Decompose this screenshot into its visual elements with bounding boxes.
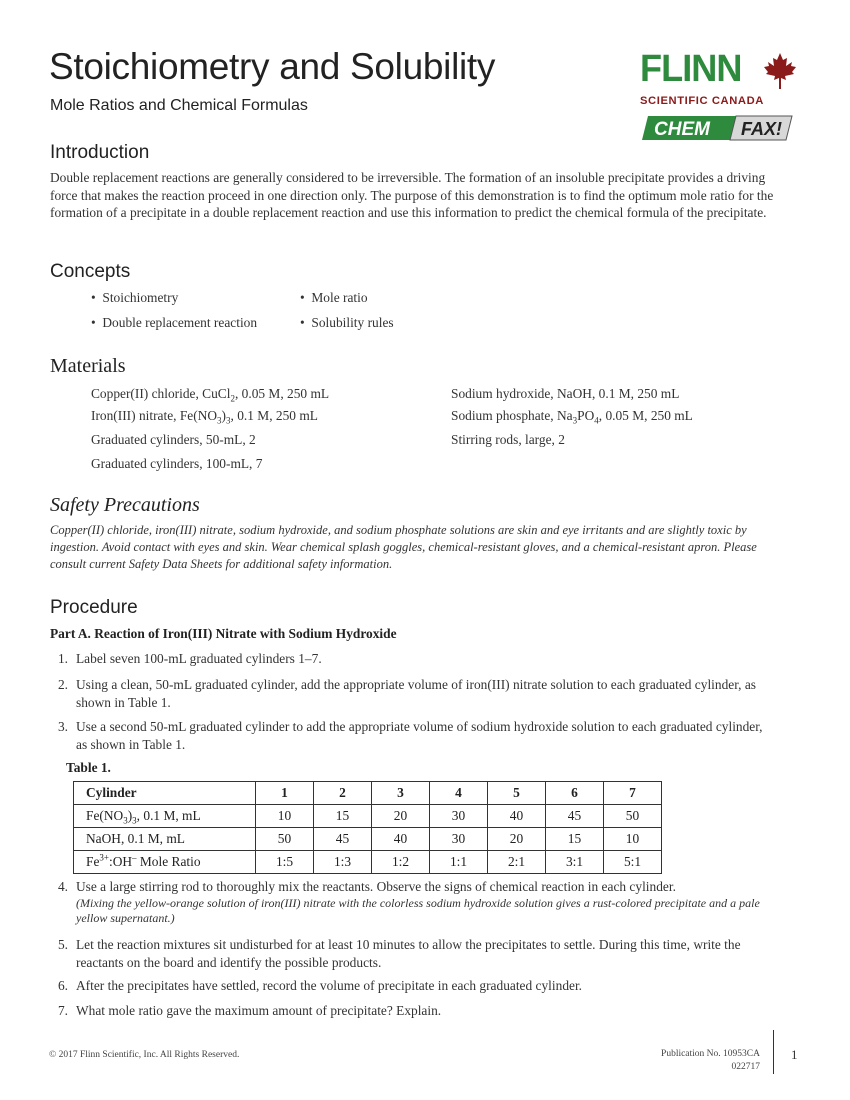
table-header-cell: 2 (314, 782, 372, 805)
concept-item: • Stoichiometry (91, 290, 179, 305)
table-row (74, 828, 662, 851)
concept-item: • Mole ratio (300, 290, 368, 305)
table-header-cell: 5 (488, 782, 546, 805)
table-cell: 15 (546, 828, 604, 851)
table-row (74, 851, 662, 874)
table-cell: 50 (256, 828, 314, 851)
material-item: Graduated cylinders, 100-mL, 7 (91, 456, 263, 471)
table-row-label: NaOH, 0.1 M, mL (74, 828, 256, 851)
cylinder-table (73, 781, 662, 874)
table-row-label: $Fe(NO_3)_3$, 0.1 M, mL (74, 805, 256, 828)
table-header-cell: 1 (256, 782, 314, 805)
table-cell: 50 (604, 805, 662, 828)
table-cell: 45 (314, 828, 372, 851)
step-note: (Mixing the yellow-orange solution of iron(III) nitrate with the colorless sodium hydroxide solution gives a rust-colored precipitate and a pale yellow supernatant.) (76, 895, 760, 925)
flinn-logo (638, 50, 800, 148)
chemfax-badge (640, 114, 794, 142)
introduction-text: Double replacement reactions are generally considered to be irreversible. The formation of an insoluble precipitate provides a driving force that makes the reaction proceed in one direction only. The purpose of this demonstration is to find the optimum mole ratio for the formation of a precipitate in a double replacement reaction and use this information to predict the chemical formula of the precipitate. (50, 170, 774, 220)
table-cell: 1:3 (314, 851, 372, 874)
concepts-heading: Concepts (50, 261, 131, 282)
table-header-cell: 7 (604, 782, 662, 805)
materials-heading: Materials (50, 355, 126, 377)
logo-fax-text: FAX! (741, 119, 783, 139)
table-cell: 1:5 (256, 851, 314, 874)
material-item: Copper(II) chloride, CuCl$_2$, 0.05 M, 250 mL (91, 386, 330, 404)
logo-tagline: SCIENTIFIC CANADA (640, 95, 764, 107)
table-header-cell: 4 (430, 782, 488, 805)
table-cell: 20 (488, 828, 546, 851)
table-header-cell: Cylinder (74, 782, 256, 805)
table-cell: 10 (256, 805, 314, 828)
table-cell: 30 (430, 828, 488, 851)
table-cell: 40 (488, 805, 546, 828)
table-header-row (74, 782, 662, 805)
table-cell: 1:2 (372, 851, 430, 874)
table-row-label: $Fe^{3+}:OH^-$ Mole Ratio (74, 851, 256, 874)
table-cell: 10 (604, 828, 662, 851)
concept-item: • Solubility rules (300, 315, 394, 330)
material-item: Sodium phosphate, $Na_3PO_4$, 0.05 M, 250 mL (451, 408, 693, 426)
publication-code: 022717 (731, 1062, 760, 1072)
table-cell: 40 (372, 828, 430, 851)
part-a-heading: Part A. Reaction of Iron(III) Nitrate with Sodium Hydroxide (50, 626, 397, 641)
table-cell: 15 (314, 805, 372, 828)
procedure-step: 4. Use a large stirring rod to thoroughly mix the reactants. Observe the signs of chemical reaction in each cylinder. (Mixing the yellow-orange solution of iron(III) nitrate with the colorless sodium hydroxide solution gives a rust-colored precipitate and a pale yellow supernatant.) (50, 878, 780, 928)
procedure-step: 2. Using a clean, 50-mL graduated cylinder, add the appropriate volume of iron(III) nitrate solution to each graduated cylinder, as shown in Table 1. (57, 677, 756, 710)
material-item: Stirring rods, large, 2 (451, 432, 565, 447)
material-item: Iron(III) nitrate, $Fe(NO_3)_3$, 0.1 M, 250 mL (91, 408, 318, 426)
table-cell: 1:1 (430, 851, 488, 874)
table-row (74, 805, 662, 828)
logo-chem-text: CHEM (654, 119, 710, 140)
table-caption: Table 1. (66, 760, 111, 775)
page-subtitle: Mole Ratios and Chemical Formulas (50, 97, 308, 114)
procedure-step: 3. Use a second 50-mL graduated cylinder to add the appropriate volume of sodium hydroxide solution to each graduated cylinder, as shown in Table 1. (57, 719, 763, 752)
material-item: Graduated cylinders, 50-mL, 2 (91, 432, 256, 447)
footer-publication (661, 1048, 760, 1074)
table-cell: 2:1 (488, 851, 546, 874)
table-cell: 20 (372, 805, 430, 828)
procedure-step: 5. Let the reaction mixtures sit undisturbed for at least 10 minutes to allow the precipitates to settle. During this time, write the reactants on the board and identify the possible products. (57, 937, 741, 970)
maple-leaf-icon (762, 52, 798, 90)
procedure-step: 7. What mole ratio gave the maximum amount of precipitate? Explain. (57, 1003, 442, 1018)
table-cell: 5:1 (604, 851, 662, 874)
procedure-step: 1. Label seven 100-mL graduated cylinders 1–7. (57, 651, 322, 666)
page-title: Stoichiometry and Solubility (49, 46, 496, 87)
table-cell: 45 (546, 805, 604, 828)
table-cell: 30 (430, 805, 488, 828)
safety-text: Copper(II) chloride, iron(III) nitrate, sodium hydroxide, and sodium phosphate solutions are skin and eye irritants and are slightly toxic by ingestion. Avoid contact with eyes and skin. Wear chemical splash goggles, chemical-resistant gloves, and a chemical-resistant apron. Please consult current Safety Data Sheets for additional safety information. (50, 523, 757, 571)
procedure-heading: Procedure (50, 597, 138, 618)
procedure-step: 6. After the precipitates have settled, record the volume of precipitate in each graduated cylinder. (57, 978, 583, 993)
material-item: Sodium hydroxide, NaOH, 0.1 M, 250 mL (451, 386, 680, 401)
logo-brand: FLINN (640, 48, 742, 90)
table-cell: 3:1 (546, 851, 604, 874)
footer-copyright: © 2017 Flinn Scientific, Inc. All Rights Reserved. (49, 1050, 240, 1060)
safety-heading: Safety Precautions (50, 494, 200, 516)
table-header-cell: 6 (546, 782, 604, 805)
concept-item: • Double replacement reaction (91, 315, 258, 330)
publication-number: Publication No. 10953CA (661, 1049, 760, 1059)
table-header-cell: 3 (372, 782, 430, 805)
footer-divider (773, 1030, 774, 1074)
introduction-heading: Introduction (50, 142, 150, 163)
page-number: 1 (791, 1047, 798, 1062)
